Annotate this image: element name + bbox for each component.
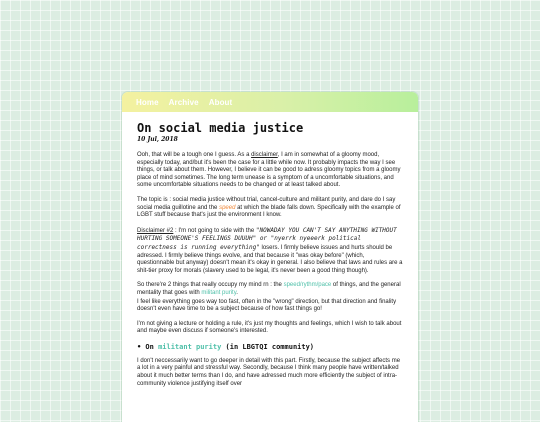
post-date: 10 Jul, 2018 [137,136,178,143]
heading-text: • On [137,342,159,351]
post-content [122,112,418,388]
nav-home-link[interactable]: Home [136,97,159,107]
paragraph-4 [137,282,403,297]
post-title: On social media justice [137,121,304,135]
paragraph-6: I'm not giving a lecture or holding a rule, it's just my thoughts and feelings, which I wish to talk about and maybe even discuss if someone's interested. [137,320,402,335]
paragraph-text: , I am in somewhat of a gloomy mood, especially today, and/but it's been the case for a little while now. It probably impacts the way I see things, or talk about them. However, I believe it can be good to adress gloomy topics from a gloomy place of mind sometimes. The long term unease is a symptom of a uncomfortable situations, and some uncomfortable situations needs to be changed or at least talked about. [137,152,401,189]
militant-purity-link[interactable]: militant purity [201,289,237,296]
paragraph-text: Ooh, that will be a tough one I guess. As a [137,152,252,158]
disclaimer-2-label: Disclaimer #2 [137,227,174,234]
section-heading [137,343,403,351]
heading-text: (in LBGTQI community) [221,342,315,351]
paragraph-text: losers. I firmly believe issues and hurts should be adressed. I firmly believe things evolve, and that because it "was okay before" (which, questionnable but anyway) doesn't mean it's okay in general. I also believe that laws and rules are a shit-tier proxy for morals (slavery used to be legal, it's never been a good thing though). [137,244,403,274]
paragraph-text: . [236,289,238,296]
paragraph-7: I don't neccessarily want to go deeper in detail with this part. Firstly, because the subject affects me a lot in a very painful and stressful way. Secondly, because I think many people have written/talked about it much better terms than I do, and have adressed much more efficiently the subject of intra-community violence justifying itself over [137,357,401,387]
quote-text: "NOWADAY YOU CAN'T SAY ANYTHING WITHOUT HURTING SOMEONE'S FEELINGS DUUUH" or "nyerrk nyeeerk political correctness is running everything" [137,226,397,251]
paragraph-text: of things, and the general mentality that goes with [137,282,401,296]
page-frame [122,92,418,422]
nav-archive-link[interactable]: Archive [168,97,199,107]
pace-link[interactable]: speed/rythm/pace [283,282,332,289]
paragraph-text: : I'm not going to side with the [173,227,256,234]
paragraph-text: The topic is : social media justice without trial, cancel-culture and militant purity, and dare do I say social media guillotine and the [137,196,396,211]
disclaimer-text: disclaimer [251,152,278,158]
speed-emphasis: speed [219,204,236,211]
paragraph-5: I feel like everything goes way too fast, often in the "wrong" direction, but that direction and finality doesn't even have time to be a subject because of how fast things go! [137,298,397,313]
paragraph-3 [137,227,403,276]
nav-about-link[interactable]: About [208,97,233,107]
nav-bar [122,92,418,112]
paragraph-text: So there're 2 things that really occupy my mind rn : the [137,282,284,289]
paragraph-1 [137,152,403,190]
paragraph-2 [137,197,403,220]
paragraph-text: at which the blade falls down. Specifically with the example of LGBT stuff because that's just the environment I know. [137,204,401,219]
militant-purity-heading-link[interactable]: militant purity [158,342,222,351]
